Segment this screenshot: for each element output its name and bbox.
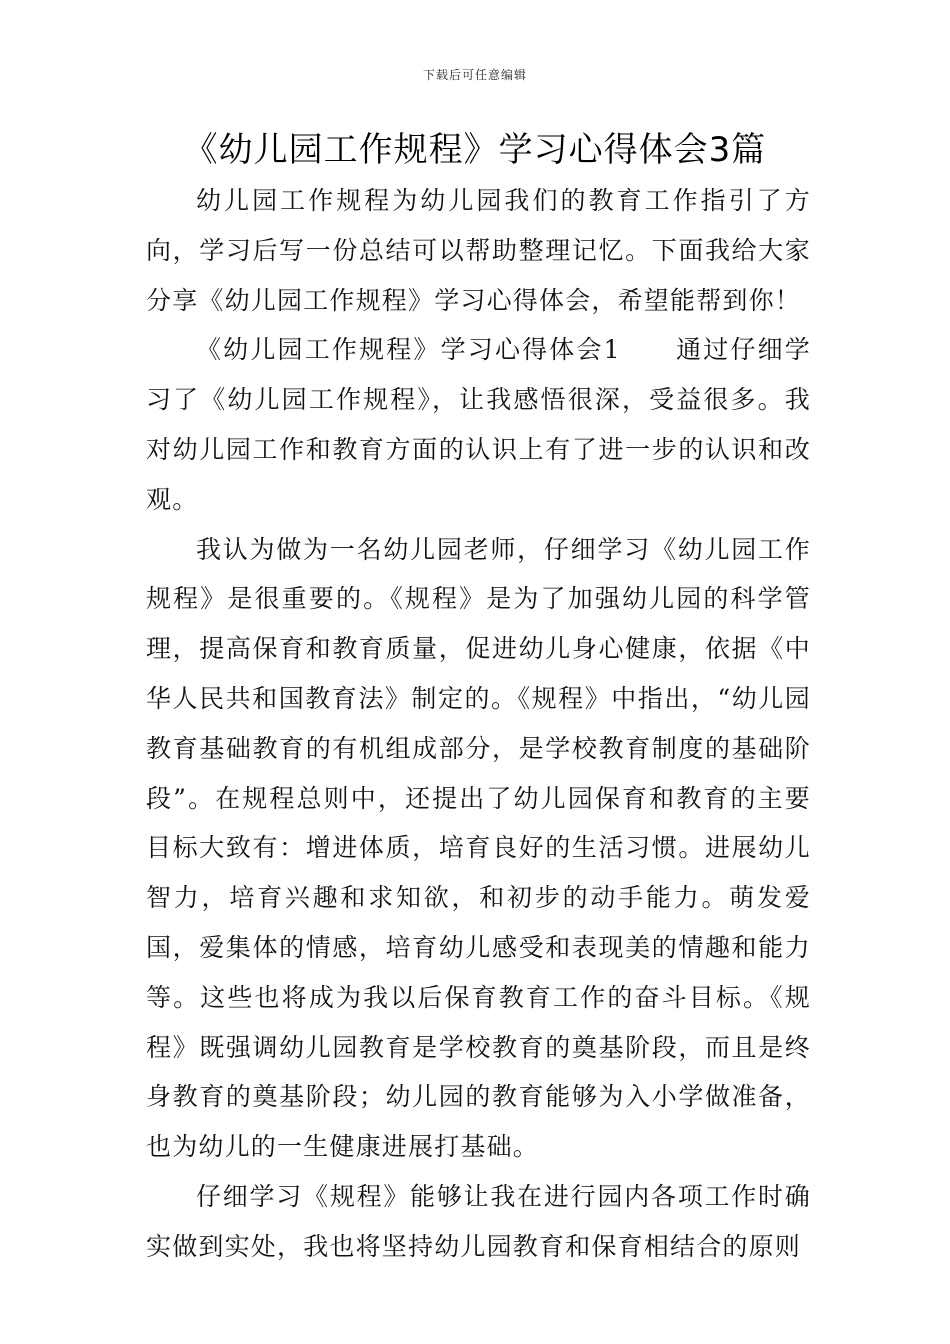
document-body — [146, 176, 811, 1272]
paragraph-regulations: 我认为做为一名幼儿园老师，仔细学习《幼儿园工作规程》是很重要的。《规程》是为了加强幼儿园的科学管理，提高保育和教育质量，促进幼儿身心健康，依据《中华人民共和国教育法》制定的。《规程》中指出，“幼儿园教育基础教育的有机组成部分，是学校教育制度的基础阶段”。在规程总则中，还提出了幼儿园保育和教育的主要目标大致有：增进体质，培育良好的生活习惯。进展幼儿智力，培育兴趣和求知欲，和初步的动手能力。萌发爱国，爱集体的情感，培育幼儿感受和表现美的情趣和能力等。这些也将成为我以后保育教育工作的奋斗目标。《规程》既强调幼儿园教育是学校教育的奠基阶段，而且是终身教育的奠基阶段；幼儿园的教育能够为入小学做准备，也为幼儿的一生健康进展打基础。 — [146, 534, 811, 1162]
document-title: 《幼儿园工作规程》学习心得体会3篇 — [183, 130, 767, 170]
header-note: 下载后可任意编辑 — [422, 68, 527, 82]
paragraph-section-1-start: 《幼儿园工作规程》学习心得体会1 通过仔细学习了《幼儿园工作规程》，让我感悟很深，受益很多。我对幼儿园工作和教育方面的认识上有了进一步的认识和改观。 — [146, 335, 811, 514]
paragraph-study: 仔细学习《规程》能够让我在进行园内各项工作时确实做到实处，我也将坚持幼儿园教育和保育相结合的原则 — [146, 1181, 811, 1261]
paragraph-intro: 幼儿园工作规程为幼儿园我们的教育工作指引了方向，学习后写一份总结可以帮助整理记忆。下面我给大家分享《幼儿园工作规程》学习心得体会，希望能帮到你！ — [146, 186, 811, 315]
